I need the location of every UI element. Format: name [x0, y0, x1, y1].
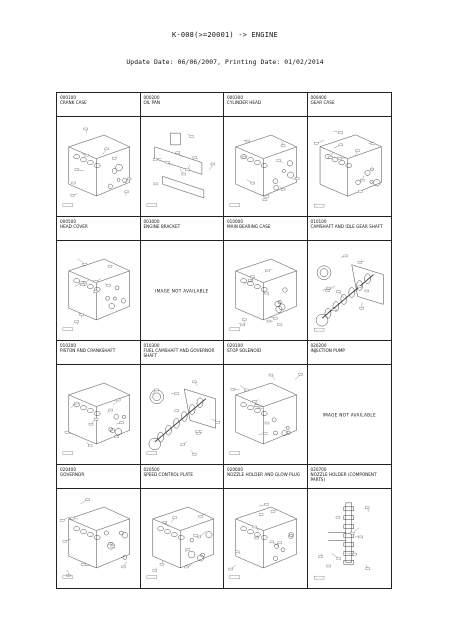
exploded-view-drawing: [57, 489, 140, 588]
section-name: GOVERNOR: [60, 471, 85, 477]
exploded-view-drawing: [224, 117, 307, 216]
cell-header: [308, 341, 392, 365]
date-line: Update Date: 06/06/2007, Printing Date: 01/02/2014: [126, 58, 324, 66]
exploded-view-drawing: [308, 489, 392, 588]
parts-diagram-image[interactable]: [57, 489, 140, 588]
parts-diagram-image[interactable]: [224, 117, 307, 216]
section-name: FUEL CAMSHAFT AND GOVERNOR SHAFT: [143, 347, 215, 358]
parts-diagram-image[interactable]: [141, 117, 224, 216]
section-code: 000300: [227, 95, 243, 100]
exploded-view-drawing: [141, 365, 224, 464]
section-code: 000200: [143, 95, 160, 100]
section-name: HEAD COVER: [60, 223, 88, 229]
cell-header: [141, 93, 224, 117]
cell-header: [57, 217, 140, 241]
cell-header: [224, 217, 307, 241]
section-name: NOZZLE HOLDER (COMPONENT PARTS): [310, 471, 377, 482]
catalog-cell[interactable]: [308, 341, 392, 465]
parts-diagram-image[interactable]: [57, 241, 140, 340]
section-name: INJECTION PUMP: [310, 347, 345, 353]
section-code: 010000: [227, 219, 243, 224]
parts-diagram-image[interactable]: [141, 365, 224, 464]
catalog-cell[interactable]: [308, 217, 392, 341]
section-code: 020100: [227, 343, 243, 348]
catalog-cell[interactable]: [57, 217, 141, 341]
catalog-cell[interactable]: [141, 93, 225, 217]
section-code: 020600: [227, 467, 243, 472]
parts-diagram-image[interactable]: [224, 365, 307, 464]
parts-catalog-grid: [56, 92, 392, 589]
parts-diagram-image[interactable]: [57, 117, 140, 216]
section-code: 000500: [60, 219, 76, 224]
cell-header: [224, 341, 307, 365]
section-name: CAMSHAFT AND IDLE GEAR SHAFT: [310, 223, 383, 229]
exploded-view-drawing: [224, 365, 307, 464]
section-code: 010200: [60, 343, 76, 348]
parts-diagram-image[interactable]: [308, 241, 392, 340]
cell-header: [308, 217, 392, 241]
cell-header: [141, 465, 224, 489]
catalog-cell[interactable]: [57, 465, 141, 588]
cell-header: [57, 93, 140, 117]
exploded-view-drawing: [57, 241, 140, 340]
image-not-available-label: IMAGE NOT AVAILABLE: [322, 412, 376, 417]
section-code: 000400: [310, 95, 327, 100]
exploded-view-drawing: [224, 241, 307, 340]
catalog-cell[interactable]: [224, 217, 308, 341]
exploded-view-drawing: [57, 365, 140, 464]
catalog-cell[interactable]: [224, 341, 308, 465]
cell-header: [141, 217, 224, 241]
section-code: 010100: [310, 219, 327, 224]
catalog-cell[interactable]: [141, 341, 225, 465]
section-code: 020700: [310, 467, 327, 472]
section-name: SPEED CONTROL PLATE: [143, 471, 194, 477]
section-name: NOZZLE HOLDER AND GLOW PLUG: [227, 471, 301, 477]
cell-header: [308, 465, 392, 489]
section-name: PISTON AND CRANKSHAFT: [60, 347, 116, 353]
exploded-view-drawing: [308, 117, 392, 216]
section-code: 010300: [143, 343, 160, 348]
section-name: MAIN BEARING CASE: [227, 223, 271, 229]
exploded-view-drawing: [141, 117, 224, 216]
parts-diagram-image[interactable]: [224, 241, 307, 340]
exploded-view-drawing: [141, 489, 224, 588]
catalog-cell[interactable]: [308, 93, 392, 217]
cell-header: [308, 93, 392, 117]
image-placeholder: [141, 241, 224, 340]
cell-header: [224, 465, 307, 489]
section-name: CYLINDER HEAD: [227, 99, 262, 105]
cell-header: [224, 93, 307, 117]
parts-diagram-image[interactable]: [308, 117, 392, 216]
section-code: 000100: [60, 95, 76, 100]
catalog-cell[interactable]: [224, 93, 308, 217]
cell-header: [57, 465, 140, 489]
page-title: K-008(>=20001) -> ENGINE: [172, 31, 278, 39]
section-name: CRANK CASE: [60, 99, 87, 105]
exploded-view-drawing: [224, 489, 307, 588]
section-code: 020400: [60, 467, 76, 472]
section-code: 020500: [143, 467, 160, 472]
section-code: 003000: [143, 219, 160, 224]
cell-header: [57, 341, 140, 365]
parts-diagram-image[interactable]: [224, 489, 307, 588]
section-name: GEAR CASE: [310, 99, 335, 105]
section-name: STOP SOLENOID: [227, 347, 262, 353]
catalog-cell[interactable]: [57, 93, 141, 217]
cell-header: [141, 341, 224, 365]
section-name: ENGINE BRACKET: [143, 223, 181, 229]
parts-diagram-image[interactable]: [141, 489, 224, 588]
parts-diagram-image[interactable]: [308, 489, 392, 588]
catalog-cell[interactable]: [308, 465, 392, 588]
image-not-available-label: IMAGE NOT AVAILABLE: [155, 288, 209, 293]
exploded-view-drawing: [308, 241, 392, 340]
exploded-view-drawing: [57, 117, 140, 216]
catalog-cell[interactable]: [224, 465, 308, 588]
image-placeholder: [308, 365, 392, 464]
parts-diagram-image[interactable]: [57, 365, 140, 464]
catalog-cell[interactable]: [57, 341, 141, 465]
catalog-cell[interactable]: [141, 465, 225, 588]
section-name: OIL PAN: [143, 99, 160, 105]
section-code: 020200: [310, 343, 327, 348]
catalog-cell[interactable]: [141, 217, 225, 341]
